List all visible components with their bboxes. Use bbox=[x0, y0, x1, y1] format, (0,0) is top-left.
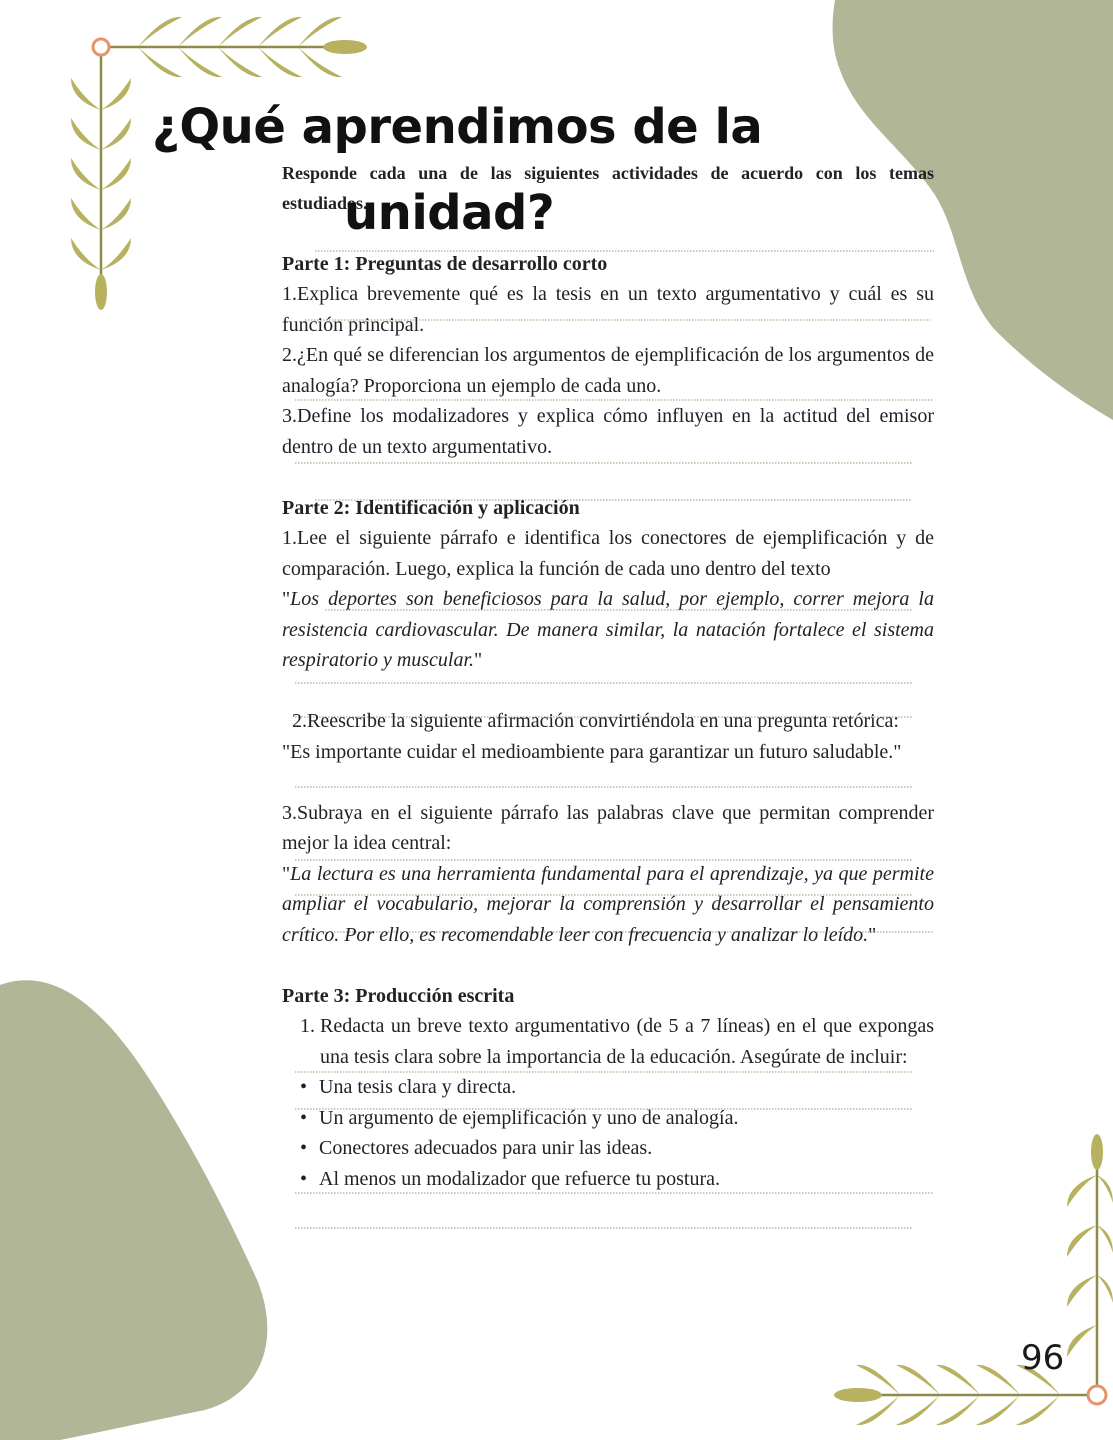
part2-quote-1: "Los deportes son beneficiosos para la salud, por ejemplo, correr mejora la resistencia cardiovascular. De manera similar, la natación fortalece el sistema respiratorio y muscular." bbox=[282, 588, 934, 671]
part2-question-3: 3.Subraya en el siguiente párrafo las palabras clave que permitan comprender mejor la idea central: bbox=[282, 801, 934, 854]
part2-heading: Parte 2: Identificación y aplicación bbox=[282, 496, 580, 519]
part1-question-2: 2.¿En qué se diferencian los argumentos de ejemplificación de los argumentos de analogía? Proporciona un ejemplo de cada uno. bbox=[282, 344, 934, 397]
checklist-item: • Un argumento de ejemplificación y uno de analogía. bbox=[282, 1103, 934, 1134]
worksheet-content bbox=[282, 158, 934, 1194]
page-title bbox=[152, 84, 792, 256]
page-number: 96 bbox=[1021, 1338, 1065, 1378]
title-line-1: ¿Qué aprendimos de la bbox=[152, 99, 763, 155]
part2-question-1: 1.Lee el siguiente párrafo e identifica los conectores de ejemplificación y de comparación. Luego, explica la función de cada uno dentro del texto bbox=[282, 527, 934, 580]
checklist-item: • Una tesis clara y directa. bbox=[282, 1072, 934, 1103]
part2-question-2: 2.Reescribe la siguiente afirmación convirtiéndola en una pregunta retórica: bbox=[292, 710, 899, 732]
bottom-left-blob bbox=[0, 980, 267, 1440]
intro-instruction: Responde cada una de las siguientes actividades de acuerdo con los temas estudiados. bbox=[282, 163, 934, 213]
part1-question-1: 1.Explica brevemente qué es la tesis en un texto argumentativo y cuál es su función principal. bbox=[282, 283, 934, 336]
part2-quote-2: "Es importante cuidar el medioambiente para garantizar un futuro saludable." bbox=[282, 740, 902, 763]
part2-quote-3: "La lectura es una herramienta fundamental para el aprendizaje, ya que permite ampliar el vocabulario, mejorar la comprensión y desarrollar el pensamiento crítico. Por ello, es recomendable leer con frecuencia y analizar lo leído." bbox=[282, 862, 934, 946]
checklist-item: • Conectores adecuados para unir las ideas. bbox=[282, 1133, 934, 1164]
title-line-2: unidad? bbox=[344, 185, 555, 241]
part1-heading: Parte 1: Preguntas de desarrollo corto bbox=[282, 252, 608, 275]
part1-question-3: 3.Define los modalizadores y explica cómo influyen en la actitud del emisor dentro de un texto argumentativo. bbox=[282, 405, 934, 458]
checklist-item: • Al menos un modalizador que refuerce tu postura. bbox=[282, 1164, 934, 1195]
part3-checklist bbox=[282, 1072, 934, 1194]
part3-item-1-text: Redacta un breve texto argumentativo (de 5 a 7 líneas) en el que expongas una tesis clara sobre la importancia de la educación. Asegúrate de incluir: bbox=[320, 1015, 934, 1068]
part2-quote-1-text: Los deportes son beneficiosos para la salud, por ejemplo, correr mejora la resistencia cardiovascular. De manera similar, la natación fortalece el sistema respiratorio y muscular. bbox=[282, 588, 934, 671]
part3-heading: Parte 3: Producción escrita bbox=[282, 984, 515, 1007]
part2-quote-3-text: La lectura es una herramienta fundamental para el aprendizaje, ya que permite ampliar el vocabulario, mejorar la comprensión y desarrollar el pensamiento crítico. Por ello, es recomendable leer con frecuencia y analizar lo leído. bbox=[282, 862, 934, 946]
part3-item-1-number: 1. bbox=[300, 1015, 315, 1037]
part3-item-1 bbox=[282, 1011, 934, 1072]
